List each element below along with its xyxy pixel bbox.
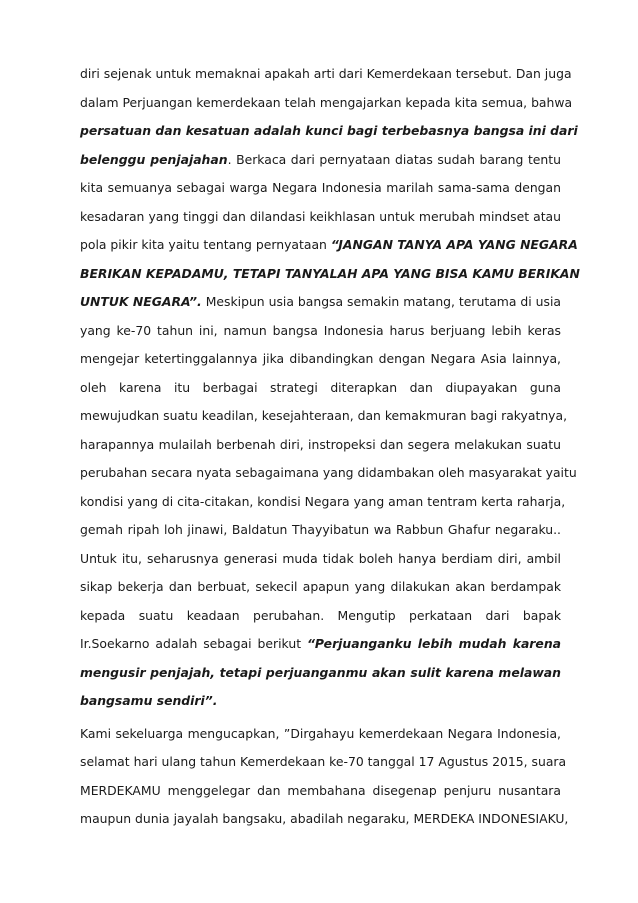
text-line	[80, 431, 561, 460]
line-text: Kami sekeluarga mengucapkan, ”Dirgahayu kemerdekaan Negara Indonesia,	[80, 725, 561, 741]
text-line	[80, 573, 561, 602]
emphasis-text: bangsamu sendiri”.	[80, 693, 218, 708]
line-text: MERDEKAMU menggelegar dan membahana disegenap penjuru nusantara	[80, 782, 561, 798]
line-text: Untuk itu, seharusnya generasi muda tidak boleh hanya berdiam diri, ambil	[80, 550, 561, 566]
text-line	[80, 687, 561, 716]
text-line	[80, 374, 561, 403]
line-text: . Berkaca dari pernyataan diatas sudah barang tentu	[227, 151, 561, 167]
text-line	[80, 805, 569, 834]
text-line	[80, 602, 561, 631]
text-line	[80, 630, 561, 659]
emphasis-text: UNTUK NEGARA”.	[80, 294, 202, 309]
line-text: mewujudkan suatu keadilan, kesejahteraan, dan kemakmuran bagi rakyatnya,	[80, 408, 568, 423]
emphasis-text: belenggu penjajahan	[80, 151, 228, 167]
text-line	[80, 748, 567, 777]
text-line	[80, 659, 561, 688]
paragraph-2	[80, 720, 569, 834]
line-text: selamat hari ulang tahun Kemerdekaan ke-70 tanggal 17 Agustus 2015, suara	[80, 754, 567, 769]
text-line	[80, 459, 577, 488]
text-line	[80, 345, 561, 374]
paragraph-1	[80, 60, 580, 716]
text-line	[80, 231, 578, 260]
line-text: diri sejenak untuk memaknai apakah arti dari Kemerdekaan tersebut. Dan juga	[80, 66, 572, 81]
text-line	[80, 317, 561, 346]
emphasis-text: “Perjuanganku lebih mudah karena	[306, 636, 562, 651]
line-text: harapannya mulailah berbenah diri, instropeksi dan segera melakukan suatu	[80, 436, 561, 452]
line-text: perubahan secara nyata sebagaimana yang didambakan oleh masyarakat yaitu	[80, 465, 577, 480]
line-text: yang ke-70 tahun ini, namun bangsa Indonesia harus berjuang lebih keras	[80, 322, 561, 338]
text-line	[80, 516, 561, 545]
text-line	[80, 288, 561, 317]
line-text: maupun dunia jayalah bangsaku, abadilah negaraku, MERDEKA INDONESIAKU,	[80, 811, 569, 826]
line-text: oleh karena itu berbagai strategi diterapkan dan diupayakan guna	[80, 379, 561, 395]
body-text	[80, 60, 580, 834]
line-text: kepada suatu keadaan perubahan. Mengutip perkataan dari bapak	[80, 607, 561, 623]
text-line	[80, 402, 568, 431]
text-line	[80, 89, 573, 118]
text-line	[80, 260, 580, 289]
line-text: mengejar ketertinggalannya jika dibandingkan dengan Negara Asia lainnya,	[80, 351, 561, 366]
text-line	[80, 60, 572, 89]
line-text: pola pikir kita yaitu tentang pernyataan	[80, 237, 331, 252]
text-line	[80, 545, 561, 574]
line-text: sikap bekerja dan berbuat, sekecil apapun yang dilakukan akan berdampak	[80, 579, 561, 594]
emphasis-text: BERIKAN KEPADAMU, TETAPI TANYALAH APA YANG BISA KAMU BERIKAN	[80, 265, 580, 281]
text-line	[80, 117, 578, 146]
line-text: kondisi yang di cita-citakan, kondisi Negara yang aman tentram kerta raharja,	[80, 493, 566, 509]
text-line	[80, 777, 561, 806]
text-line	[80, 174, 561, 203]
emphasis-text: persatuan dan kesatuan adalah kunci bagi terbebasnya bangsa ini dari	[80, 123, 578, 138]
emphasis-text: “JANGAN TANYA APA YANG NEGARA	[330, 237, 578, 252]
emphasis-text: mengusir penjajah, tetapi perjuanganmu akan sulit karena melawan	[80, 664, 561, 680]
line-text: gemah ripah loh jinawi, Baldatun Thayyibatun wa Rabbun Ghafur negaraku..	[80, 522, 561, 537]
text-line	[80, 720, 561, 749]
text-line	[80, 146, 561, 175]
line-text: kesadaran yang tinggi dan dilandasi keikhlasan untuk merubah mindset atau	[80, 208, 561, 224]
line-text: Meskipun usia bangsa semakin matang, terutama di usia	[201, 294, 561, 309]
line-text: Ir.Soekarno adalah sebagai berikut	[80, 636, 307, 651]
text-line	[80, 203, 561, 232]
line-text: kita semuanya sebagai warga Negara Indonesia marilah sama-sama dengan	[80, 180, 561, 195]
text-line	[80, 488, 566, 517]
line-text: dalam Perjuangan kemerdekaan telah mengajarkan kepada kita semua, bahwa	[80, 94, 573, 110]
